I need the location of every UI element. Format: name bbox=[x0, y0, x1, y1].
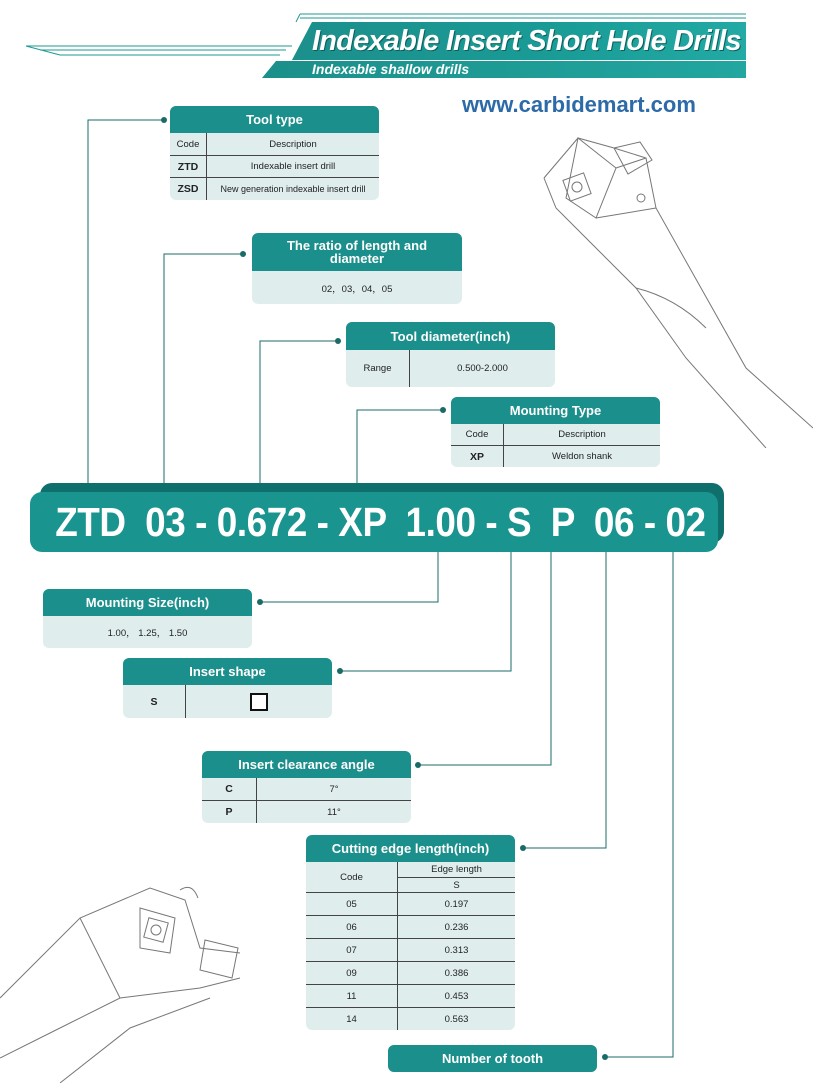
tooth-box bbox=[388, 1045, 597, 1072]
mounting-type-desc: Weldon shank bbox=[551, 451, 613, 462]
ratio-title: The ratio of length and diameter bbox=[252, 233, 462, 271]
clearance-value: 11° bbox=[327, 806, 341, 818]
tooth-title: Number of tooth bbox=[388, 1045, 597, 1072]
tool-type-title: Tool type bbox=[170, 106, 379, 133]
square-shape-icon bbox=[250, 693, 268, 711]
mounting-type-title: Mounting Type bbox=[451, 397, 660, 424]
clearance-angle-table bbox=[202, 751, 411, 823]
edge-length-value: 0.197 bbox=[444, 898, 469, 910]
tool-type-code: ZSD bbox=[177, 183, 199, 195]
insert-shape-symbol bbox=[186, 685, 332, 718]
diameter-label: Range bbox=[363, 363, 392, 374]
edge-length-code: 09 bbox=[346, 967, 357, 979]
clearance-code: P bbox=[225, 806, 233, 818]
edge-length-code: 06 bbox=[346, 921, 357, 933]
mounting-size-title: Mounting Size(inch) bbox=[43, 589, 252, 616]
edge-length-code: 11 bbox=[346, 990, 357, 1002]
mounting-size-values: 1.00， 1.25， 1.50 bbox=[107, 628, 188, 639]
tool-type-desc-header: Description bbox=[269, 138, 317, 150]
tool-type-table bbox=[170, 106, 379, 200]
edge-length-code-header: Code bbox=[340, 871, 363, 883]
clearance-code: C bbox=[225, 783, 233, 795]
diameter-table bbox=[346, 322, 555, 387]
diameter-value: 0.500-2.000 bbox=[457, 363, 508, 374]
edge-length-header: Edge length bbox=[431, 864, 482, 875]
ratio-table bbox=[252, 233, 462, 304]
edge-length-value: 0.453 bbox=[444, 990, 469, 1002]
edge-length-value: 0.563 bbox=[444, 1013, 469, 1025]
edge-length-title: Cutting edge length(inch) bbox=[306, 835, 515, 862]
edge-length-value: 0.386 bbox=[444, 967, 469, 979]
edge-length-code: 14 bbox=[346, 1013, 357, 1025]
diameter-title: Tool diameter(inch) bbox=[346, 322, 555, 350]
mounting-size-table bbox=[43, 589, 252, 648]
mounting-type-desc-header: Description bbox=[558, 429, 606, 440]
tool-type-code-header: Code bbox=[176, 138, 200, 150]
edge-length-value: 0.313 bbox=[444, 944, 469, 956]
insert-shape-table bbox=[123, 658, 332, 718]
edge-length-subheader: S bbox=[453, 879, 460, 891]
mounting-type-code: XP bbox=[469, 450, 484, 463]
edge-length-code: 07 bbox=[346, 944, 357, 956]
tool-type-desc: Indexable insert drill bbox=[250, 161, 336, 172]
insert-shape-title: Insert shape bbox=[123, 658, 332, 685]
tool-type-code: ZTD bbox=[177, 160, 199, 173]
ratio-values: 02，03，04，05 bbox=[321, 283, 393, 295]
designation-code: ZTD 03 - 0.672 - XP 1.00 - S P 06 - 02 bbox=[55, 499, 706, 545]
clearance-angle-title: Insert clearance angle bbox=[202, 751, 411, 778]
page-subtitle: Indexable shallow drills bbox=[312, 61, 470, 77]
insert-shape-code: S bbox=[150, 695, 158, 708]
edge-length-value: 0.236 bbox=[444, 921, 469, 933]
drill-illustration-bottom bbox=[0, 878, 245, 1083]
website-link[interactable]: www.carbidemart.com bbox=[462, 92, 696, 117]
mounting-type-table bbox=[451, 397, 660, 467]
edge-length-table bbox=[306, 835, 515, 1030]
page-title: Indexable Insert Short Hole Drills bbox=[312, 25, 741, 57]
mounting-type-code-header: Code bbox=[465, 429, 489, 440]
tool-type-desc: New generation indexable insert drill bbox=[220, 184, 366, 194]
clearance-value: 7° bbox=[329, 783, 339, 795]
edge-length-code: 05 bbox=[346, 898, 357, 910]
